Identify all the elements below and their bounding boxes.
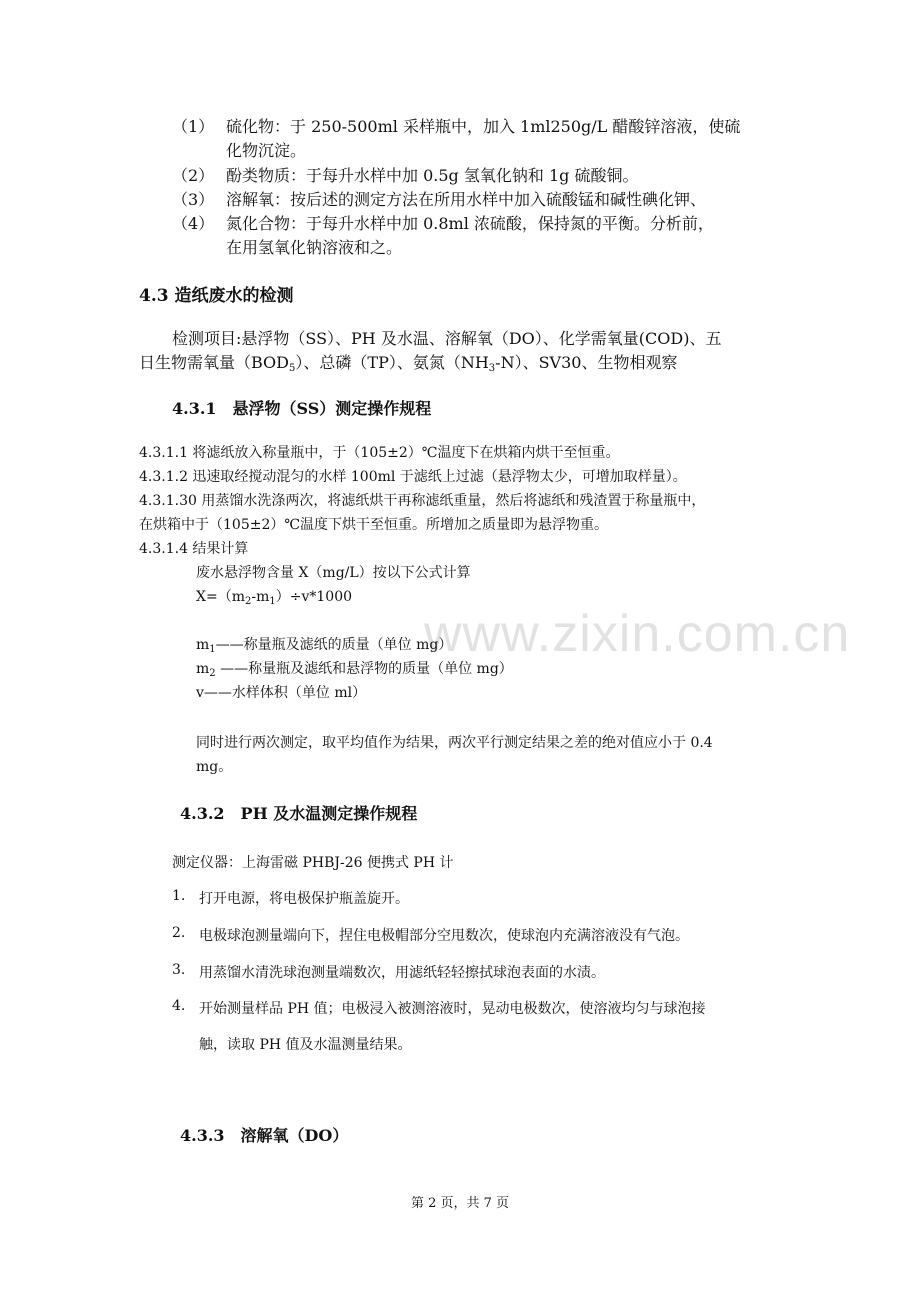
list-item-text: 酚类物质：于每升水样中加 0.5g 氢氧化钠和 1g 硫酸铜。 <box>226 166 639 185</box>
watermark: www.zixin.com.cn <box>424 605 851 663</box>
subscript: 1 <box>209 644 216 655</box>
variable-definition <box>196 634 452 654</box>
procedure-step: 4.3.1.30 用蒸馏水洗涤两次，将滤纸烘干再称滤纸重量，然后将滤纸和残渣置于称量瓶中， <box>139 493 706 509</box>
procedure-step: 4.3.1.2 迅速取经搅动混匀的水样 100ml 于滤纸上过滤（悬浮物太少，可增加取样量）。 <box>139 469 687 485</box>
text-run: -N）、SV30、生物相观察 <box>495 353 678 372</box>
list-item-text: 在用氢氧化钠溶液和之。 <box>226 238 403 257</box>
definition-text: ——称量瓶及滤纸和悬浮物的质量（单位 mg） <box>215 661 513 677</box>
variable: m <box>196 661 210 677</box>
subsection-heading: 4.3.1 悬浮物（SS）测定操作规程 <box>172 399 432 418</box>
list-item-number: （3） <box>172 190 215 209</box>
formula-part: ）÷v*1000 <box>275 589 353 605</box>
page-footer: 第 2 页，共 7 页 <box>410 1196 510 1211</box>
text-run: ）、总磷（TP）、氨氮（NH <box>295 353 489 372</box>
step-number: 4. <box>172 998 186 1014</box>
step-text: 触，读取 PH 值及水温测量结果。 <box>199 1037 412 1053</box>
section-heading: 4.3 造纸废水的检测 <box>139 286 294 306</box>
step-text: 开始测量样品 PH 值；电极浸入被测溶液时，晃动电极数次，使溶液均匀与球泡接 <box>199 1001 706 1017</box>
procedure-step: 4.3.1.4 结果计算 <box>139 541 249 557</box>
list-item-text: 氮化合物：于每升水样中加 0.8ml 浓硫酸，保持氮的平衡。分析前， <box>226 214 714 233</box>
list-item-text: 硫化物：于 250-500ml 采样瓶中，加入 1ml250g/L 醋酸锌溶液，使硫 <box>226 117 741 136</box>
procedure-step: 4.3.1.1 将滤纸放入称量瓶中，于（105±2）℃温度下在烘箱内烘干至恒重。 <box>139 445 620 461</box>
variable-definition <box>196 658 513 678</box>
step-number: 3. <box>172 962 186 978</box>
subsection-heading: 4.3.2 PH 及水温测定操作规程 <box>180 804 418 823</box>
subscript: 3 <box>488 363 496 374</box>
list-item-number: （1） <box>172 117 215 136</box>
subscript: 5 <box>289 363 296 374</box>
subsection-heading: 4.3.3 溶解氧（DO） <box>180 1126 349 1145</box>
step-text: 用蒸馏水清洗球泡测量端数次，用滤纸轻轻擦拭球泡表面的水渍。 <box>199 965 605 981</box>
paragraph-line: 检测项目:悬浮物（SS）、PH 及水温、溶解氧（DO）、化学需氧量(COD)、五 <box>172 329 722 348</box>
variable: m <box>196 637 210 653</box>
step-text: 电极球泡测量端向下，捏住电极帽部分空甩数次，使球泡内充满溶液没有气泡。 <box>199 928 689 944</box>
formula <box>196 586 352 606</box>
list-item-number: （4） <box>172 214 215 233</box>
text-run: 日生物需氧量（BOD <box>139 353 290 372</box>
variable-definition: v——水样体积（单位 ml） <box>196 685 367 701</box>
calc-intro: 废水悬浮物含量 X（mg/L）按以下公式计算 <box>196 565 471 581</box>
formula-part: X=（m <box>196 589 245 605</box>
note-text: mg。 <box>196 759 233 775</box>
formula-part: -m <box>251 589 270 605</box>
list-item-number: （2） <box>172 166 215 185</box>
subscript: 2 <box>209 668 216 679</box>
list-item-text: 化物沉淀。 <box>226 141 307 160</box>
definition-text: ——称量瓶及滤纸的质量（单位 mg） <box>215 637 453 653</box>
step-text: 打开电源，将电极保护瓶盖旋开。 <box>199 891 409 907</box>
instrument-text: 测定仪器：上海雷磁 PHBJ-26 便携式 PH 计 <box>172 855 454 871</box>
procedure-step: 在烘箱中于（105±2）℃温度下烘干至恒重。所增加之质量即为悬浮物重。 <box>139 517 609 533</box>
list-item-text: 溶解氧：按后述的测定方法在所用水样中加入硫酸锰和碱性碘化钾、 <box>226 190 707 209</box>
paragraph-line <box>139 350 677 373</box>
step-number: 1. <box>172 888 186 904</box>
subscript: 2 <box>244 596 252 607</box>
subscript: 1 <box>269 596 276 607</box>
step-number: 2. <box>172 925 186 941</box>
note-text: 同时进行两次测定，取平均值作为结果，两次平行测定结果之差的绝对值应小于 0.4 <box>196 735 713 751</box>
